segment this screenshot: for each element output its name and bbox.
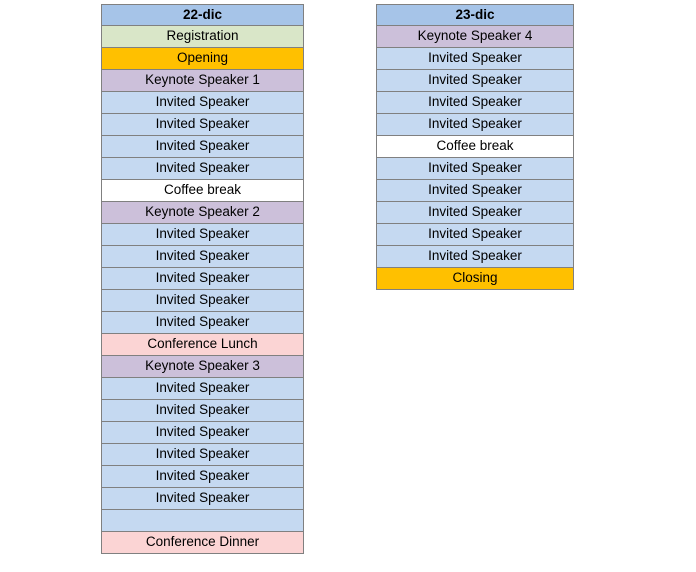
schedule-cell-session: Invited Speaker	[101, 158, 304, 180]
schedule-cell-session: Invited Speaker	[101, 400, 304, 422]
schedule-cell-keynote: Keynote Speaker 2	[101, 202, 304, 224]
schedule-cell-session: Invited Speaker	[376, 158, 574, 180]
schedule-cell-session: Invited Speaker	[376, 70, 574, 92]
schedule-day-header: 23-dic	[376, 4, 574, 26]
schedule-cell-keynote: Keynote Speaker 1	[101, 70, 304, 92]
schedule-cell-session: Invited Speaker	[101, 136, 304, 158]
schedule-cell-session: Invited Speaker	[376, 48, 574, 70]
schedule-cell-opening: Opening	[101, 48, 304, 70]
schedule-cell-session: Invited Speaker	[101, 92, 304, 114]
schedule-cell-session: Invited Speaker	[101, 444, 304, 466]
schedule-cell-keynote: Keynote Speaker 3	[101, 356, 304, 378]
schedule-cell-meal: Conference Lunch	[101, 334, 304, 356]
schedule-cell-break: Coffee break	[376, 136, 574, 158]
schedule-cell-session: Invited Speaker	[376, 180, 574, 202]
schedule-cell-meal: Conference Dinner	[101, 532, 304, 554]
schedule-day-header: 22-dic	[101, 4, 304, 26]
schedule-cell-session: Invited Speaker	[101, 246, 304, 268]
schedule-column-day-1	[101, 4, 304, 554]
schedule-cell-session: Invited Speaker	[101, 290, 304, 312]
schedule-cell-session: Invited Speaker	[101, 422, 304, 444]
schedule-cell-session: Invited Speaker	[101, 114, 304, 136]
schedule-cell-session: Invited Speaker	[376, 114, 574, 136]
schedule-cell-session: Invited Speaker	[101, 224, 304, 246]
schedule-cell-session: Invited Speaker	[376, 202, 574, 224]
schedule-column-day-2	[376, 4, 574, 290]
schedule-cell-session: Invited Speaker	[101, 466, 304, 488]
schedule-cell-session: Invited Speaker	[376, 92, 574, 114]
schedule-cell-session: Invited Speaker	[376, 224, 574, 246]
schedule-cell-session: Invited Speaker	[101, 268, 304, 290]
schedule-cell-session: Invited Speaker	[101, 312, 304, 334]
schedule-cell-keynote: Keynote Speaker 4	[376, 26, 574, 48]
schedule-cell-registration: Registration	[101, 26, 304, 48]
schedule-cell-session: Invited Speaker	[376, 246, 574, 268]
schedule-cell-break: Coffee break	[101, 180, 304, 202]
schedule-cell-blank	[101, 510, 304, 532]
schedule-cell-session: Invited Speaker	[101, 378, 304, 400]
schedule-cell-session: Invited Speaker	[101, 488, 304, 510]
schedule-cell-closing: Closing	[376, 268, 574, 290]
